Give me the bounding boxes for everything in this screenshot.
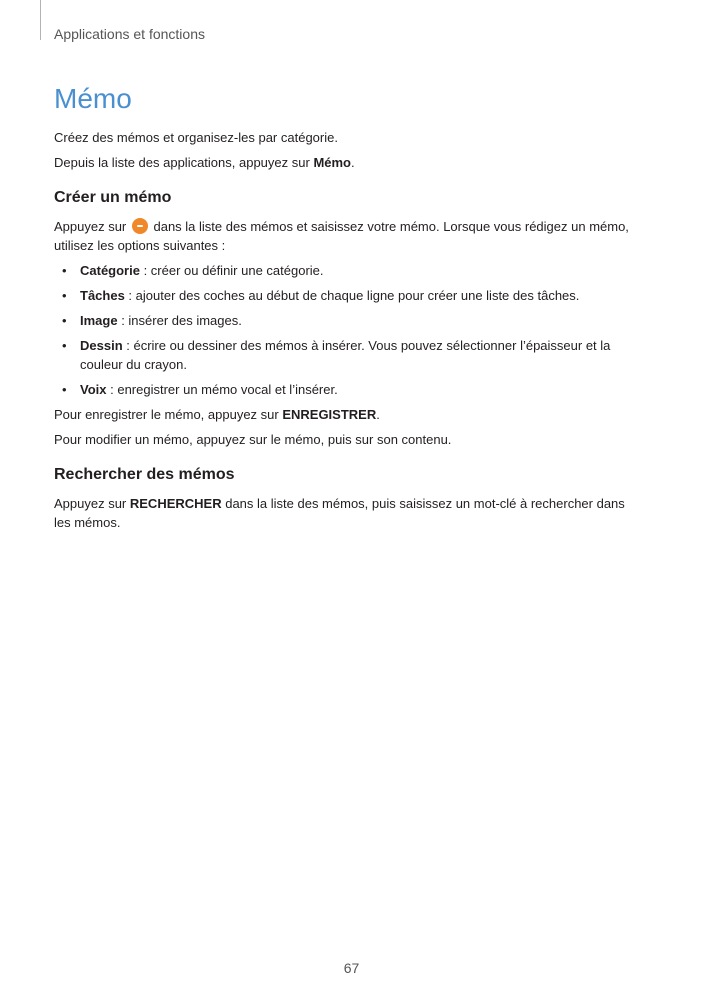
save-label: ENREGISTRER <box>282 407 377 422</box>
create-para-post: dans la liste des mémos et saisissez votre mémo. Lorsque vous rédigez un mémo, utilisez les options suivantes : <box>54 219 629 253</box>
memo-app-name: Mémo <box>313 155 351 170</box>
option-desc: : écrire ou dessiner des mémos à insérer. Vous pouvez sélectionner l’épaisseur et la couleur du crayon. <box>80 338 611 372</box>
option-desc: : ajouter des coches au début de chaque ligne pour créer une liste des tâches. <box>124 288 580 303</box>
option-name: Image <box>80 313 118 328</box>
list-item <box>54 261 644 280</box>
search-para-pre: Appuyez sur <box>54 496 130 511</box>
option-name: Dessin <box>80 338 123 353</box>
bullet: • <box>62 263 67 278</box>
page-number: 67 <box>343 960 360 976</box>
bullet: • <box>62 382 67 397</box>
bullet: • <box>62 313 67 328</box>
create-memo-heading: Créer un mémo <box>54 189 172 206</box>
search-paragraph <box>54 494 644 532</box>
create-memo-paragraph <box>54 217 644 255</box>
search-label: RECHERCHER <box>129 496 222 511</box>
option-name: Voix <box>80 382 107 397</box>
bullet: • <box>62 288 67 303</box>
list-item <box>54 380 644 399</box>
option-desc: : créer ou définir une catégorie. <box>139 263 324 278</box>
save-instruction <box>54 405 644 424</box>
add-memo-icon <box>132 218 148 234</box>
page-content <box>54 82 644 538</box>
edit-instruction: Pour modifier un mémo, appuyez sur le mémo, puis sur son contenu. <box>54 432 452 447</box>
option-name: Catégorie <box>80 263 140 278</box>
save-pre: Pour enregistrer le mémo, appuyez sur <box>54 407 283 422</box>
list-item <box>54 311 644 330</box>
bullet: • <box>62 338 67 353</box>
intro-line-1: Créez des mémos et organisez-les par catégorie. <box>54 130 338 145</box>
list-item <box>54 286 644 305</box>
list-item <box>54 336 644 374</box>
option-desc: : insérer des images. <box>117 313 242 328</box>
intro-line-2-post: . <box>351 155 355 170</box>
intro-line-2-pre: Depuis la liste des applications, appuyez sur <box>54 155 314 170</box>
header-divider <box>40 0 41 40</box>
memo-options-list <box>54 261 644 399</box>
option-desc: : enregistrer un mémo vocal et l’insérer. <box>106 382 338 397</box>
create-para-pre: Appuyez sur <box>54 219 130 234</box>
search-memos-heading: Rechercher des mémos <box>54 466 235 483</box>
section-header: Applications et fonctions <box>54 26 205 42</box>
option-name: Tâches <box>80 288 125 303</box>
page-title: Mémo <box>54 83 132 114</box>
intro-line-2 <box>54 153 644 172</box>
search-para-post: dans la liste des mémos, puis saisissez un mot-clé à rechercher dans les mémos. <box>54 496 625 530</box>
save-post: . <box>376 407 380 422</box>
